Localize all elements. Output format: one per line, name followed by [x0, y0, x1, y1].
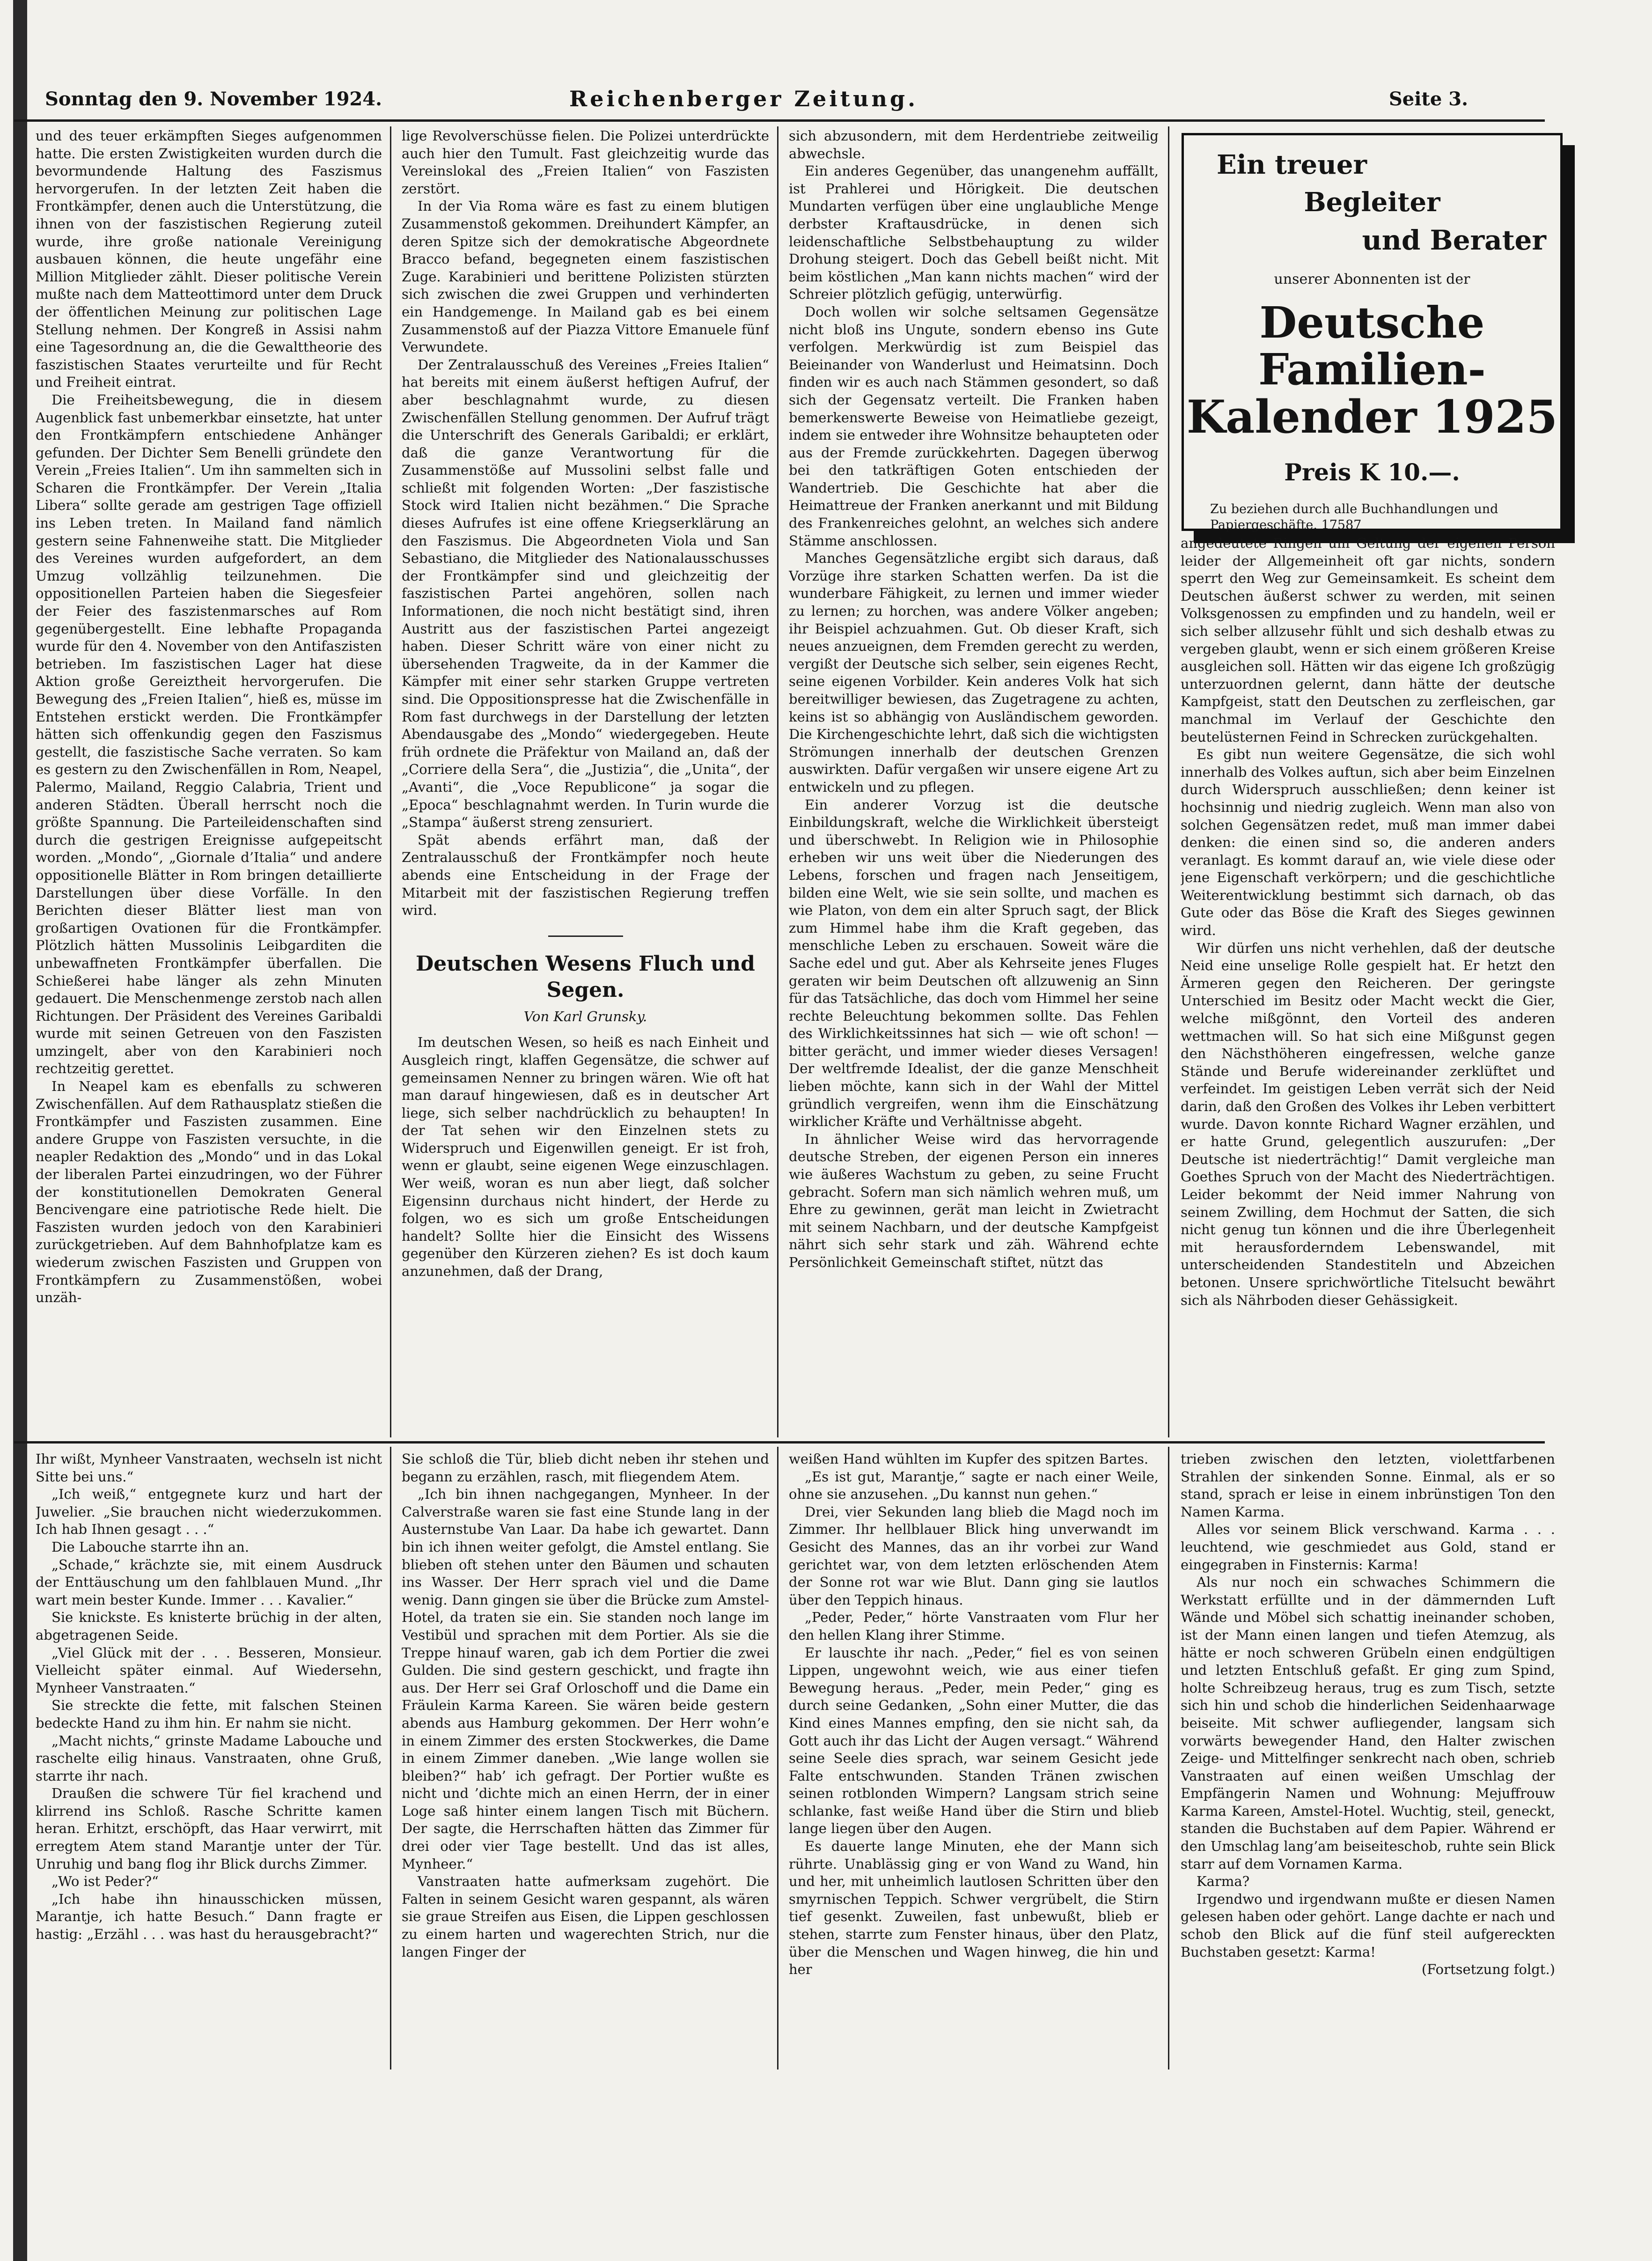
column-rule [1168, 126, 1169, 1437]
masthead: Reichenberger Zeitung. [569, 86, 918, 111]
paragraph: Ein anderer Vorzug ist die deutsche Einbildungskraft, welche die Wirklichkeit übersteigt und überschwebt. In Religion wie in Philosophie erheben wir uns weit über die Niederungen des Lebens, forschen und fragen nach Jenseitigem, bilden eine Welt, wie sie sein sollte, und machen es wie Platon, von dem ein alter Spruch sagt, der Blick zum Himmel habe ihm die Kraft gegeben, das menschliche Leben zu erschauen. Soweit wäre die Sache edel und gut. Aber als Kehrseite jenes Fluges geraten wir beim Deutschen oft allzuwenig an Sinn für das Tatsächliche, das doch vom Himmel her seine rechte Beleuchtung bekommen sollte. Das Fehlen des Wirklichkeitssinnes hat sich — wie oft schon! — bitter gerächt, und immer wieder dieses Versagen! Der weltfremde Idealist, der die ganze Menschheit lieben möchte, kann sich in der Wahl der Mittel gründlich vergreifen, wenn ihm die Einschätzung wirklicher Kräfte und Verhältnisse abgeht. [789, 796, 1159, 1130]
story-column-1 [36, 1451, 382, 2069]
paragraph: Die Labouche starrte ihn an. [51, 1539, 250, 1555]
paragraph: trieben zwischen den letzten, violettfarbenen Strahlen der sinkenden Sonne. Einmal, als er so stand, sprach er leise in einem inbrünstigen Ton den Namen Karma. [1181, 1451, 1555, 1520]
paragraph: Spät abends erfährt man, daß der Zentralausschuß der Frontkämpfer noch heute abends eine Entscheidung in der Frage der Mitarbeit mit der faszistischen Regierung treffen wird. [402, 832, 769, 919]
paragraph: Er lauschte ihr nach. „Peder,“ fiel es von seinen Lippen, ungewohnt weich, wie aus einer tiefen Bewegung heraus. „Peder, mein Peder,“ ging es durch seine Gedanken, „Sohn einer Mutter, die das Kind eines Mannes empfing, den sie nicht sah, da Gott auch ihr das Licht der Augen versagt.“ Während seine Seele dies sprach, war seinem Gesicht jede Falte entschwunden. Standen Tränen zwischen seinen rotblonden Wimpern? Langsam strich seine schlanke, fast weiße Hand über die Stirn und blieb lange liegen über den Augen. [789, 1644, 1159, 1837]
paragraph: „Ich habe ihn hinausschicken müssen, Marantje, ich hatte Besuch.“ Dann fragte er hastig: „Erzähl . . . was hast du herausgebracht?“ [36, 1891, 382, 1943]
article-column-3 [789, 127, 1159, 1438]
story-column-3 [789, 1451, 1159, 2069]
paragraph: In der Via Roma wäre es fast zu einem blutigen Zusammenstoß gekommen. Dreihundert Kämpfer, an deren Spitze sich der demokratische Abgeordnete Bracco befand, begegneten einem faszistischen Zuge. Karabinieri und berittene Polizisten stürzten sich zwischen die zwei Gruppen und verhinderten ein Handgemenge. In Mailand gab es bei einem Zusammenstoß auf der Piazza Vittore Emanuele fünf Verwundete. [402, 198, 769, 355]
ad-footnote: Zu beziehen durch alle Buchhandlungen und Papiergeschäfte. 17587 [1210, 502, 1498, 532]
ad-title: Deutsche Familien- [1258, 297, 1486, 395]
paragraph: angedeutete Ringen um Geltung der eigenen Person leider der Allgemeinheit oft gar nichts, sondern sperrt den Weg zur Gemeinsamkeit. Es scheint dem Deutschen äußerst schwer zu werden, mit seinen Volksgenossen zu empfinden und zu handeln, weil er sich selber allzusehr fühlt und sich deshalb etwas zu vergeben glaubt, wenn er sich einem größeren Kreise ausgleichen soll. Hätten wir das eigene Ich großzügig unterzuordnen gelernt, dann hätte der deutsche Kampfgeist, statt den Deutschen zu zerfleischen, gar manchmal im Verlauf der Geschichte den beutelüsternen Feind in Schrecken zurückgehalten. [1181, 535, 1555, 745]
paragraph: Sie streckte die fette, mit falschen Steinen bedeckte Hand zu ihm hin. Er nahm sie nicht. [36, 1697, 382, 1731]
section-divider [548, 935, 623, 937]
paragraph: „Ich weiß,“ entgegnete kurz und hart der Juwelier. „Sie brauchen nicht wiederzukommen. Ich hab Ihnen gesagt . . .“ [36, 1486, 382, 1538]
paragraph: Sie schloß die Tür, blieb dicht neben ihr stehen und begann zu erzählen, rasch, mit fliegendem Atem. [402, 1451, 769, 1485]
calendar-advertisement [1182, 133, 1563, 531]
paragraph: Es dauerte lange Minuten, ehe der Mann sich rührte. Unablässig ging er von Wand zu Wand, hin und her, mit unheimlich lautlosen Schritten über den smyrnischen Teppich. Schwer vergrübelt, die Stirn tief gesenkt. Zuweilen, fast unbewußt, blieb er stehen, starrte zum Fenster hinaus, über den Platz, über die Menschen und Wagen hinweg, die hin und her [789, 1838, 1159, 1978]
paragraph: Die Freiheitsbewegung, die in diesem Augenblick fast unbemerkbar einsetzte, hat unter den Frontkämpfern entschiedene Anhänger gefunden. Der Dichter Sem Benelli gründete den Verein „Freies Italien“. Um ihn sammelten sich in Scharen die Frontkämpfer. Der Verein „Italia Libera“ sollte gerade am gestrigen Tage offiziell ins Leben treten. In Mailand fand nämlich gestern seine Fahnenweihe statt. Die Mitglieder des Vereines wurden aufgefordert, an dem Umzug vollzählig teilzunehmen. Die oppositionellen Parteien haben die Siegesfeier der Feier des faszistenmarsches auf Rom gegenübergestellt. Eine lebhafte Propaganda wurde für den 4. November von den Antifaszisten betrieben. Im faszistischen Lager hat diese Aktion große Gereiztheit hervorgerufen. Die Bewegung des „Freien Italien“, hieß es, müsse im Entstehen erstickt werden. Die Frontkämpfer hätten sich offenkundig gegen den Faszismus gestellt, die faszistische Sache verraten. So kam es gestern zu den Zwischenfällen in Rom, Neapel, Palermo, Mailand, Reggio Calabria, Trient und anderen Städten. Überall herrscht noch die größte Spannung. Die Parteileidenschaften sind durch die gestrigen Ereignisse aufgepeitscht worden. „Mondo“, „Giornale d’Italia“ und andere oppositionelle Blätter in Rom bringen detaillierte Darstellungen über diese Vorfälle. In den Berichten dieser Blätter liest man von großartigen Ovationen für die Frontkämpfer. Plötzlich hätten Mussolinis Leibgarditen die unbewaffneten Frontkämpfer überfallen. Die Schießerei habe länger als zehn Minuten gedauert. Die Menschenmenge zerstob nach allen Richtungen. Der Präsident des Vereines Garibaldi wurde mit seinen Getreuen von den Faszisten umzingelt, aber von den Karabinieri noch rechtzeitig gerettet. [36, 391, 382, 1077]
ad-line: Ein treuer [1217, 149, 1367, 180]
paragraph: Doch wollen wir solche seltsamen Gegensätze nicht bloß ins Ungute, sondern ebenso ins Gute verfolgen. Merkwürdig ist zum Beispiel das Beieinander von Wanderlust und Heimatsinn. Doch finden wir es auch nach Stämmen gesondert, so daß sich der Gegensatz verteilt. Die Franken haben bemerkenswerte Beweise von Heimatliebe gezeigt, indem sie entweder ihre Wohnsitze behaupteten oder aus der Fremde zurückkehrten. Dagegen überwog bei den tatkräftigen Goten entschieden der Wandertrieb. Die Geschichte hat aber die Heimattreue der Franken anerkannt und mit Bildung des Frankenreiches gelohnt, an welches sich andere Stämme anschlossen. [789, 303, 1159, 549]
column-rule [777, 126, 778, 1437]
article-column-2 [402, 127, 769, 1438]
page-header [45, 84, 1468, 117]
paragraph: Wir dürfen uns nicht verhehlen, daß der deutsche Neid eine unselige Rolle gespielt hat. Er hetzt den Ärmeren gegen den Reicheren. Der geringste Unterschied im Besitz oder Macht weckt die Gier, welche mißgönnt, den Vorteil des anderen wettmachen will. So hat sich eine Mißgunst gegen den Nächsthöheren eingefressen, welche ganze Stände und Berufe widereinander zerklüftet und verfeindet. Im geistigen Leben verrät sich der Neid darin, daß den Großen des Volkes ihr Leben verbittert wurde. Davon konnte Richard Wagner erzählen, und er hatte Grund, gelegentlich auszurufen: „Der Deutsche ist niederträchtig!“ Damit vergleiche man Goethes Spruch von der Macht des Niederträchtigen. Leider bekommt der Neid immer Nahrung von seinem Zwilling, dem Hochmut der Satten, die sich nicht genug tun können und die ihre Überlegenheit mit herausforderndem Lebenswandel, mit unterscheidenden Standestiteln und Abzeichen betonen. Unsere sprichwörtliche Titelsucht bewährt sich als Nährboden dieser Gehässigkeit. [1181, 940, 1555, 1308]
ad-line: Begleiter [1304, 187, 1440, 218]
paragraph: Sie knickste. Es knisterte brüchig in der alten, abgetragenen Seide. [36, 1609, 382, 1643]
paragraph: „Peder, Peder,“ hörte Vanstraaten vom Flur her den hellen Klang ihrer Stimme. [789, 1609, 1159, 1643]
paragraph: In ähnlicher Weise wird das hervorragende deutsche Streben, der eigenen Person ein inneres wie äußeres Wachstum zu geben, zu seine Frucht gebracht. Sofern man sich nämlich wehren muß, um Ehre zu gewinnen, gerät man leicht in Zwietracht mit seinem Nachbarn, und der deutsche Kampfgeist nährt sich sehr stark und zäh. Während echte Persönlichkeit Gemeinschaft stiftet, nützt das [789, 1131, 1159, 1270]
paragraph: Im deutschen Wesen, so heiß es nach Einheit und Ausgleich ringt, klaffen Gegensätze, die schwer auf gemeinsamen Nenner zu bringen wären. Wie oft hat man darauf hingewiesen, daß es in deutscher Art liege, sich selber nachdrücklich zu behaupten! In der Tat sehen wir den Einzelnen stets zu Widerspruch und Eigenwillen geneigt. Er ist froh, wenn er glaubt, seine eigenen Wege einzuschlagen. Wer weiß, woran es nun aber liegt, daß solcher Eigensinn durchaus nicht hindert, der Herde zu folgen, wo es sich um große Entscheidungen handelt? Sollte hier die Einsicht des Wissens gegenüber den Kürzeren ziehen? Es ist doch kaum anzunehmen, daß der Drang, [402, 1034, 769, 1280]
paragraph: Karma? [1197, 1873, 1250, 1890]
story-column-4 [1181, 1451, 1555, 2069]
paragraph: „Es ist gut, Marantje,“ sagte er nach einer Weile, ohne sie anzusehen. „Du kannst nun gehen.“ [789, 1468, 1159, 1502]
ad-line: unserer Abonnenten ist der [1274, 271, 1470, 287]
column-rule [777, 1447, 778, 2070]
paragraph: Als nur noch ein schwaches Schimmern die Werkstatt erfüllte und in der dämmernden Luft Wände und Möbel sich schattig ineinander schoben, ist der Mann einen langen und tiefen Atemzug, als hätte er noch schweren Grübeln einen endgültigen und letzten Entschluß gefaßt. Er ging zum Spind, holte Schreibzeug heraus, trug es zum Tisch, setzte sich hin und schob die hinderlichen Seidenhaarwage beiseite. Mit schwer aufliegender, langsam sich vorwärts bewegender Hand, den Halter zwischen Zeige- und Mittelfinger senkrecht nach oben, schrieb Vanstraaten auf einen weißen Umschlag der Empfängerin Namen und Wohnung: Mejuffrouw Karma Kareen, Amstel-Hotel. Wuchtig, steil, geneckt, standen die Buchstaben auf dem Papier. Während er den Umschlag lang’am beiseiteschob, ruhte sein Blick starr auf dem Vornamen Karma. [1181, 1574, 1555, 1872]
paragraph: weißen Hand wühlten im Kupfer des spitzen Bartes. [789, 1451, 1149, 1467]
ad-title: Kalender 1925 [1186, 390, 1558, 443]
paragraph: Alles vor seinem Blick verschwand. Karma . . . leuchtend, wie geschmiedet aus Gold, stand er eingegraben in Finsternis: Karma! [1181, 1521, 1555, 1573]
ad-price: Preis K 10.—. [1284, 458, 1460, 486]
paragraph: lige Revolverschüsse fielen. Die Polizei unterdrückte auch hier den Tumult. Fast gleichzeitig wurde das Vereinslokal des „Freien Italien“ von Faszisten zerstört. [402, 128, 769, 197]
story-column-2 [402, 1451, 769, 2069]
essay-headline: Deutschen Wesens Fluch und Segen. [416, 951, 755, 1002]
column-rule [1168, 1447, 1169, 2070]
binding-edge [13, 0, 27, 2261]
paragraph: Es gibt nun weitere Gegensätze, die sich wohl innerhalb des Volkes auftun, sich aber beim Einzelnen durch Widerspruch ausschließen; denn keiner ist hochsinnig und niedrig zugleich. Wenn man also von solchen Gegensätzen redet, muß man immer dabei denken: die einen sind so, die anderen anders veranlagt. Es kommt darauf an, wie viele diese oder jene Eigenschaft verkörpern; und die geschichtliche Weiterentwicklung bestimmt sich darnach, ob das Gute oder das Böse die Kraft des Sieges gewinnen wird. [1181, 746, 1555, 939]
paragraph: In Neapel kam es ebenfalls zu schweren Zwischenfällen. Auf dem Rathausplatz stießen die Frontkämpfer und Faszisten zusammen. Eine andere Gruppe von Faszisten versuchte, in die neapler Redaktion des „Mondo“ und in das Lokal der liberalen Partei einzudringen, wo der Führer der konstitutionellen Demokraten General Bencivengare eine patriotische Rede hielt. Die Faszisten wurden jedoch von den Karabinieri zurückgetrieben. Auf dem Bahnhofplatze kam es wiederum zwischen Faszisten und Gruppen von Frontkämpfern zu Zusammenstößen, wobei unzäh- [36, 1078, 382, 1306]
ad-line: und Berater [1362, 224, 1546, 256]
paragraph: „Schade,“ krächzte sie, mit einem Ausdruck der Enttäuschung um den fahlblauen Mund. „Ihr wart mein bester Kunde. Immer . . . Kavalier.“ [36, 1556, 382, 1608]
essay-author: Von Karl Grunsky. [523, 1008, 647, 1024]
issue-date: Sonntag den 9. November 1924. [45, 88, 382, 110]
feuilleton-rule [14, 1441, 1545, 1444]
paragraph: Der Zentralausschuß des Vereines „Freies Italien“ hat bereits mit einem äußerst heftigen Aufruf, der aber beschlagnahmt wurde, zu diesen Zwischenfällen Stellung genommen. Der Aufruf trägt die Unterschrift des Generals Garibaldi; er erklärt, daß die ganze Verantwortung für die Zusammenstöße auf Mussolini selbst falle und schließt mit folgenden Worten: „Der faszistische Stock wird Italien nicht bezähmen.“ Die Sprache dieses Aufrufes ist eine offene Kriegserklärung an den Faszismus. Die Abgeordneten Viola und San Sebastiano, die Mitglieder des Nationalausschusses der Frontkämpfer sind und gleichzeitig der faszistischen Partei angehören, sollen nach Informationen, die noch nicht bestätigt sind, ihren Austritt aus der faszistischen Partei angezeigt haben. Dieser Schritt wäre von einer nicht zu übersehenden Tragweite, da in der Kammer die Kämpfer mit einer sehr starken Gruppe vertreten sind. Die Oppositionspresse hat die Zwischenfälle in Rom fast durchwegs in der Darstellung der letzten Abendausgabe des „Mondo“ wiedergegeben. Heute früh ordnete die Präfektur von Mailand an, daß der „Corriere della Sera“, die „Justizia“, die „Unita“, der „Avanti“, die „Voce Republicone“ ja sogar die „Epoca“ beschlagnahmt werden. In Turin wurde die „Stampa“ äußerst streng zensuriert. [402, 356, 769, 831]
paragraph: „Macht nichts,“ grinste Madame Labouche und raschelte eilig hinaus. Vanstraaten, ohne Gruß, starrte ihr nach. [36, 1732, 382, 1784]
paragraph: Manches Gegensätzliche ergibt sich daraus, daß Vorzüge ihre starken Schatten werfen. Da ist die wunderbare Fähigkeit, zu lernen und immer wieder zu lernen; zu horchen, was andere Völker angeben; ihr Beispiel achzuahmen. Gut. Ob dieser Kraft, sich neues anzueignen, dem Fremden gerecht zu werden, vergißt der Deutsche sich selber, sein eigenes Recht, seine eigenen Vorbilder. Kein anderes Volk hat sich bereitwilliger bewiesen, das Zugetragene zu achten, keins ist so abhängig von Ausländischem geworden. Die Kirchengeschichte lehrt, daß sich die wichtigsten Strömungen innerhalb der deutschen Grenzen auswirkten. Dafür vergaßen wir unsere eigene Art zu entwickeln und zu pflegen. [789, 550, 1159, 795]
paragraph: „Ich bin ihnen nachgegangen, Mynheer. In der Calverstraße waren sie fast eine Stunde lang in der Austernstube Van Laar. Da habe ich gewartet. Dann bin ich ihnen weiter gefolgt, die Amstel entlang. Sie blieben oft stehen unter den Bäumen und schauten ins Wasser. Der Herr sprach viel und die Dame wenig. Dann gingen sie über die Brücke zum Amstel-Hotel, da traten sie ein. Sie standen noch lange im Vestibül und sprachen mit dem Portier. Als sie die Treppe hinauf waren, gab ich dem Portier die zwei Gulden. Die sind gestern geschickt, und fragte ihn aus. Der Herr sei Graf Orloschoff und die Dame ein Fräulein Karma Kareen. Sie wären beide gestern abends aus Hamburg gekommen. Der Herr wohn’e in einem Zimmer des ersten Stockwerkes, die Dame in einem Zimmer daneben. „Wie lange wollen sie bleiben?“ hab’ ich gefragt. Der Portier wußte es nicht und ’dichte mich an einen Herrn, der in einer Loge saß hinter einem langen Tisch mit Büchern. Der sagte, die Herrschaften hätten das Zimmer für drei oder vier Tage bestellt. Und das ist alles, Mynheer.“ [402, 1486, 769, 1872]
column-rule [390, 126, 391, 1437]
paragraph: Draußen die schwere Tür fiel krachend und klirrend ins Schloß. Rasche Schritte kamen heran. Erhitzt, erschöpft, das Haar verwirrt, mit erregtem Atem stand Marantje unter der Tür. Unruhig und bang flog ihr Blick durchs Zimmer. [36, 1785, 382, 1872]
column-rule [390, 1447, 391, 2070]
to-be-continued: (Fortsetzung folgt.) [1421, 1961, 1555, 1978]
paragraph: Ihr wißt, Mynheer Vanstraaten, wechseln ist nicht Sitte bei uns.“ [36, 1451, 382, 1485]
paragraph: Ein anderes Gegenüber, das unangenehm auffällt, ist Prahlerei und Hörigkeit. Die deutschen Mundarten verfügen über eine unglaubliche Menge derbster Kraftausdrücke, in denen sich leidenschaftliche Selbstbehauptung zu wilder Drohung steigert. Doch das Gebell beißt nicht. Mit beim köstlichen „Man kann nichts machen“ wird der Schreier plötzlich gefügig, unterwürfig. [789, 163, 1159, 302]
article-column-1 [36, 127, 382, 1438]
paragraph: „Wo ist Peder?“ [51, 1873, 159, 1890]
paragraph: und des teuer erkämpften Sieges aufgenommen hatte. Die ersten Zwistigkeiten wurden durch die bevormundende Haltung des Faszismus hervorgerufen. In der letzten Zeit haben die Frontkämpfer, denen auch die Unterstützung, die ihnen von der faszistischen Regierung zuteil wurde, ihre große nationale Vereinigung ausbauen können, die heute ungefähr eine Million Mitglieder zählt. Dieser politische Verein mußte nach dem Matteottimord unter dem Druck der öffentlichen Meinung zur politischen Lage Stellung nehmen. Der Kongreß in Assisi nahm eine Tagesordnung an, die die Gewalttheorie des faszistischen Staates verurteilte und für Recht und Freiheit eintrat. [36, 128, 382, 390]
paragraph: „Viel Glück mit der . . . Besseren, Monsieur. Vielleicht später einmal. Auf Wiedersehn, Mynheer Vanstraaten.“ [36, 1644, 382, 1696]
paragraph: sich abzusondern, mit dem Herdentriebe zeitweilig abwechsle. [789, 128, 1159, 162]
paragraph: Drei, vier Sekunden lang blieb die Magd noch im Zimmer. Ihr hellblauer Blick hing unverwandt im Gesicht des Mannes, das an ihr vorbei zur Wand gerichtet war, von dem letzten erlöschenden Atem der Sonne rot war wie Blut. Dann ging sie lautlos über den Teppich hinaus. [789, 1503, 1159, 1608]
paragraph: Irgendwo und irgendwann mußte er diesen Namen gelesen haben oder gehört. Lange dachte er nach und schob den Blick auf die fünf steil aufgereckten Buchstaben gesetzt: Karma! [1181, 1891, 1555, 1960]
page-number: Seite 3. [1388, 88, 1468, 110]
header-rule [14, 119, 1545, 122]
article-column-4 [1181, 535, 1555, 1438]
paragraph: Vanstraaten hatte aufmerksam zugehört. Die Falten in seinem Gesicht waren gespannt, als wären sie graue Streifen aus Eisen, die Lippen geschlossen zu einem harten und wagerechten Strich, nur die langen Finger der [402, 1873, 769, 1960]
